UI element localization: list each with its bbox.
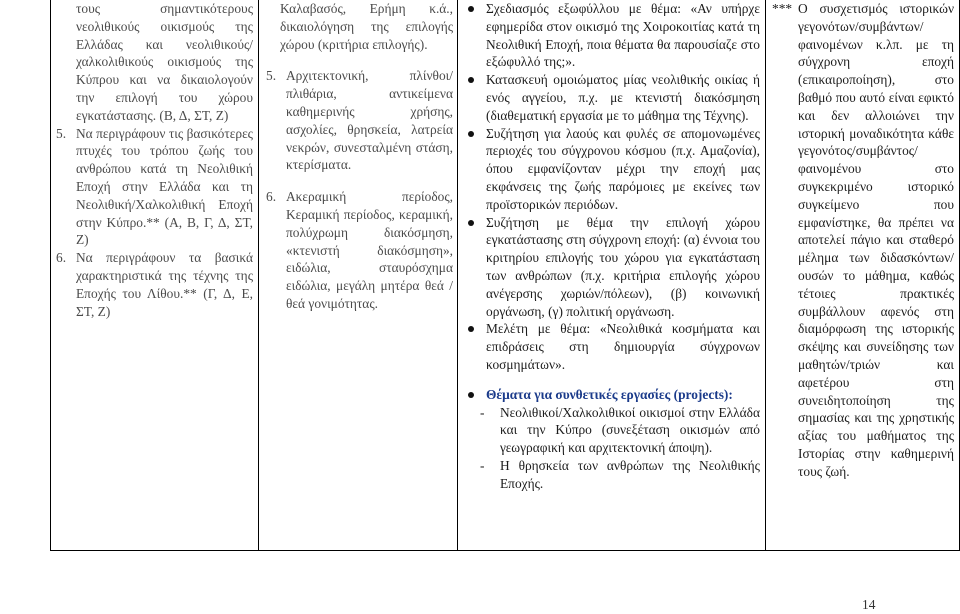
dash-marker: - bbox=[480, 457, 485, 473]
bullet-icon bbox=[468, 77, 474, 83]
projects-list bbox=[464, 404, 760, 493]
page-number: 14 bbox=[862, 597, 876, 612]
content-number: 5. bbox=[266, 68, 277, 84]
activity-item: Συζήτηση με θέμα την επιλογή χώρου εγκατάστασης στη σύγχρονη εποχή: (α) έννοια του κριτηρίου επιλογής του χώρου για εγκατάσταση των ανθρώπων (π.χ. κριτήρια επιλογής χώρου ανέγερσης χωριών/πόλεων), (β) κοινωνική οργάνωση, (γ) πολιτική οργάνωση. bbox=[464, 214, 760, 321]
activity-item: Σχεδιασμός εξωφύλλου με θέμα: «Αν υπήρχε εφημερίδα στον οικισμό της Χοιροκοιτίας κατά τη Νεολιθική Εποχή, ποια θέματα θα παρουσίαζε στο εξώφυλλό της;». bbox=[464, 0, 760, 71]
note-item bbox=[772, 0, 954, 481]
projects-section bbox=[464, 386, 760, 404]
column-divider-1 bbox=[258, 0, 259, 551]
table-border-bottom bbox=[50, 550, 960, 551]
bullet-icon bbox=[468, 220, 474, 226]
notes-column bbox=[772, 0, 954, 481]
activities-column bbox=[464, 0, 760, 493]
bullet-icon bbox=[468, 131, 474, 137]
bullet-icon bbox=[468, 326, 474, 332]
content-item bbox=[266, 188, 453, 313]
note-stars: *** bbox=[772, 1, 793, 16]
activity-item: Συζήτηση για λαούς και φυλές σε απομονωμένες περιοχές του σύγχρονου κόσμου (π.χ. Αμαζονία), όπου εμφανίζονταν μέχρι την εποχή μας εκφάνσεις της ζωής παρόμοιες με εκείνες των προϊστορικών περιόδων. bbox=[464, 125, 760, 214]
bullet-icon bbox=[468, 6, 474, 12]
project-item: - Η θρησκεία των ανθρώπων της Νεολιθικής Εποχής. bbox=[480, 457, 760, 491]
content-column bbox=[266, 0, 453, 313]
content-text: Ακεραμική περίοδος, Κεραμική περίοδος, κεραμική, πολύχρωμη διακόσμηση, «κτενιστή διακόσμηση», ειδώλια, σταυρόσχημα ειδώλια, μεγάλη μητέρα θεά / θεά γονιμότητας. bbox=[286, 189, 453, 311]
content-number: 6. bbox=[266, 189, 277, 205]
objective-text: Να περιγράφουν τα βασικά χαρακτηριστικά της τέχνης της Εποχής του Λίθου.** (Γ, Δ, Ε, ΣΤ, Ζ) bbox=[76, 250, 253, 319]
objective-continuation: τους σημαντικότερους νεολιθικούς οικισμούς της Ελλάδας και νεολιθικούς/χαλκολιθικούς οικισμούς της Κύπρου και να δικαιολογούν την επιλογή του χώρου εγκατάστασης. (Β, Δ, ΣΤ, Ζ) bbox=[76, 1, 253, 123]
activities-list bbox=[464, 0, 760, 374]
content-text: Αρχιτεκτονική, πλίνθοι/πλιθάρια, αντικείμενα καθημερινής χρήσης, ασχολίες, θρησκεία, λατρεία νεκρών, συνεσταλμένη στάση, κτερίσματα. bbox=[286, 68, 453, 173]
projects-heading: Θέματα για συνθετικές εργασίες (projects): bbox=[464, 386, 760, 404]
content-continuation: Καλαβασός, Ερήμη κ.ά., δικαιολόγηση της επιλογής χώρου (κριτήρια επιλογής). bbox=[280, 1, 453, 52]
objective-item bbox=[56, 249, 253, 320]
objective-number: 6. bbox=[56, 250, 67, 266]
dash-marker: - bbox=[480, 404, 485, 420]
objective-text: Να περιγράφουν τις βασικότερες πτυχές του τρόπου ζωής του ανθρώπου κατά τη Νεολιθική Εποχή στην Ελλάδα και τη Νεολιθική/Χαλκολιθική Εποχή στην Κύπρο.** (Α, Β, Γ, Δ, ΣΤ, Ζ) bbox=[76, 125, 253, 248]
bullet-icon bbox=[468, 392, 474, 398]
content-item bbox=[266, 67, 453, 174]
objective-item bbox=[56, 125, 253, 250]
column-divider-2 bbox=[457, 0, 458, 551]
objectives-column bbox=[56, 0, 253, 320]
note-text: Ο συσχετισμός ιστορικών γεγονότων/συμβάντων/ φαινομένων κ.λπ. με τη σύγχρονη εποχή (επικαιροποίηση), στο βαθμό που αυτό είναι εφικτό και δεν αλλοιώνει την ιστορική μοναδικότητα κάθε γεγονότος/συμβάντος/ φαινομένου στο συγκεκριμένο ιστορικό συγκείμενο που εμφανίστηκε, θα πρέπει να αποτελεί πάγιο και σταθερό μέλημα των διδασκόντων/ουσών το μάθημα, καθώς τέτοιες πρακτικές συμβάλλουν αφενός στη διαμόρφωση της ιστορικής σκέψης και συνείδησης των μαθητών/τριών και αφετέρου στη συνειδητοποίηση της σημασίας και της χρηστικής αξίας του μαθήματος της Ιστορίας στην καθημερινή τους ζωή. bbox=[798, 1, 954, 479]
column-divider-3 bbox=[765, 0, 766, 551]
activity-item: Κατασκευή ομοιώματος μίας νεολιθικής οικίας ή ενός αγγείου, π.χ. με κτενιστή διακόσμηση (διαθεματική εργασία με το μάθημα της Τέχνης). bbox=[464, 71, 760, 124]
objective-number: 5. bbox=[56, 125, 67, 141]
activity-item: Μελέτη με θέμα: «Νεολιθικά κοσμήματα και επιδράσεις στη δημιουργία σύγχρονων κοσμημάτων». bbox=[464, 320, 760, 373]
table-border-left bbox=[50, 0, 51, 551]
project-item: - Νεολιθικοί/Χαλκολιθικοί οικισμοί στην Ελλάδα και την Κύπρο (συνεξέταση οικισμών από γεωγραφική και αρχιτεκτονική άποψη). bbox=[480, 404, 760, 456]
